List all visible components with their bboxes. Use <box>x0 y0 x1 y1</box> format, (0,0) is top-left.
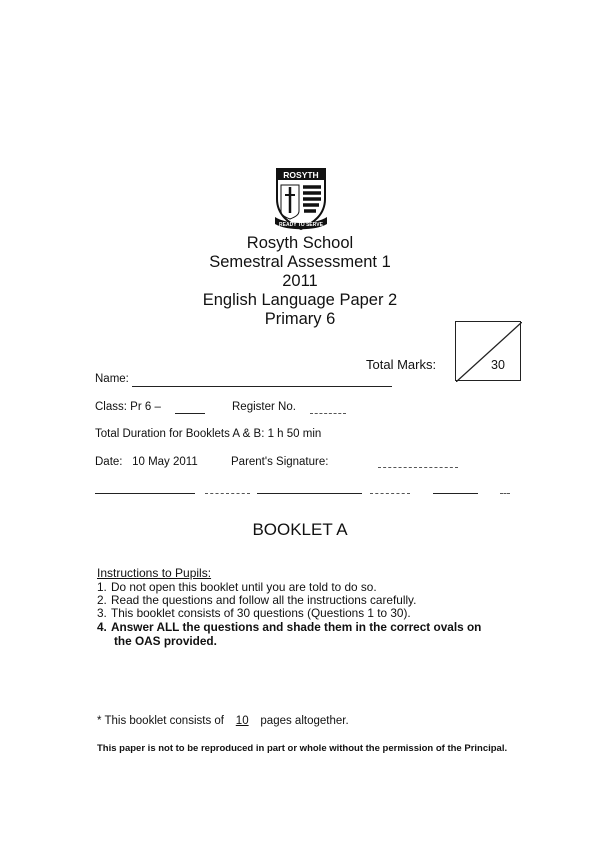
class-label-text: Class: <box>95 401 127 413</box>
page-note-prefix: * This booklet consists of <box>97 715 224 727</box>
divider-segment <box>205 493 250 494</box>
total-marks-label: Total Marks: <box>366 357 437 372</box>
divider-segment <box>500 493 510 494</box>
register-field[interactable] <box>310 413 346 414</box>
page-count-note <box>97 715 349 727</box>
school-crest-logo <box>273 165 329 233</box>
instruction-number: 3. <box>97 606 107 620</box>
parent-signature-label: Parent's Signature: <box>231 456 329 468</box>
instruction-number: 4. <box>97 620 107 634</box>
assessment-name: Semestral Assessment 1 <box>209 253 391 271</box>
name-label: Name: <box>95 373 129 385</box>
instruction-number: 2. <box>97 593 107 607</box>
date-label-text: Date: <box>95 456 123 468</box>
svg-text:ROSYTH: ROSYTH <box>283 170 319 180</box>
svg-text:READY TO SERVE: READY TO SERVE <box>279 222 323 228</box>
instruction-text-continued: the OAS provided. <box>114 634 217 648</box>
class-field[interactable] <box>175 413 205 414</box>
copyright-notice: This paper is not to be reproduced in part or whole without the permission of the Principal. <box>97 743 508 754</box>
assessment-year: 2011 <box>282 272 318 290</box>
register-label: Register No. <box>232 401 296 413</box>
page-note-suffix: pages altogether. <box>260 715 349 727</box>
duration-text: Total Duration for Booklets A & B: 1 h 50 min <box>95 428 322 440</box>
total-marks-box[interactable] <box>455 321 521 381</box>
divider-segment <box>433 493 478 494</box>
instruction-number: 1. <box>97 580 107 594</box>
instruction-item <box>97 580 377 594</box>
name-field[interactable] <box>132 386 392 387</box>
instruction-text: Answer ALL the questions and shade them in the correct ovals on <box>111 620 482 634</box>
instructions-heading: Instructions to Pupils: <box>97 566 212 580</box>
instruction-text: Do not open this booklet until you are told to do so. <box>111 580 377 594</box>
instruction-item <box>97 606 411 620</box>
instruction-text: This booklet consists of 30 questions (Questions 1 to 30). <box>111 606 411 620</box>
instruction-item <box>97 620 481 648</box>
header-title-block <box>0 234 600 329</box>
page-count-value: 10 <box>235 715 249 727</box>
parent-signature-field[interactable] <box>378 467 458 468</box>
subject-name: English Language Paper 2 <box>202 291 398 309</box>
divider-segment <box>370 493 410 494</box>
booklet-title: BOOKLET A <box>252 520 348 539</box>
date-label <box>95 456 198 468</box>
divider-segment <box>95 493 195 494</box>
level-name: Primary 6 <box>264 310 336 328</box>
instruction-item <box>97 593 416 607</box>
instruction-text: Read the questions and follow all the instructions carefully. <box>111 593 417 607</box>
divider-segment <box>257 493 362 494</box>
class-value: Pr 6 – <box>130 401 161 413</box>
date-value: 10 May 2011 <box>132 456 198 468</box>
school-name: Rosyth School <box>246 234 354 252</box>
total-marks-value: 30 <box>491 358 505 372</box>
class-label <box>95 401 161 413</box>
